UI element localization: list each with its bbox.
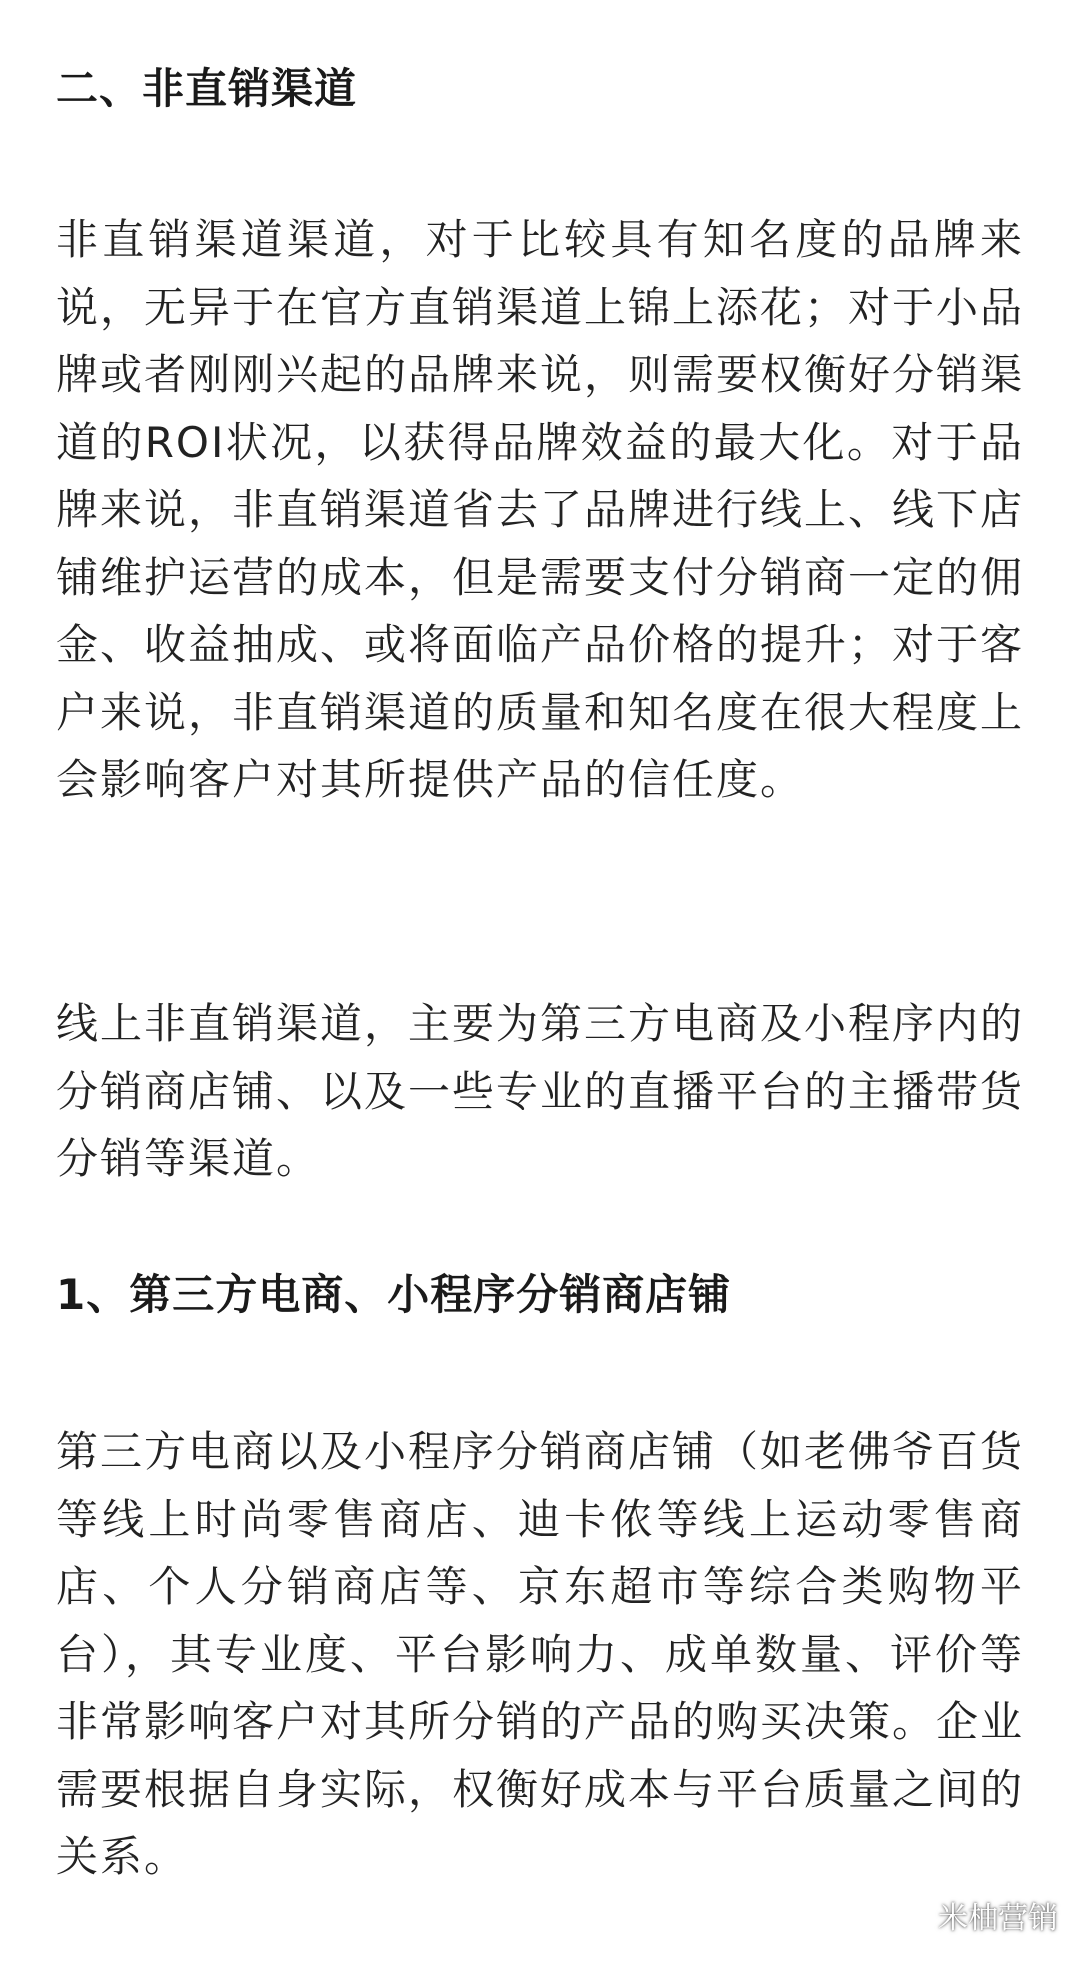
subheading-third-party: 1、第三方电商、小程序分销商店铺 — [56, 1270, 732, 1319]
watermark-text: 米柚营销 — [938, 1901, 1058, 1936]
paragraph-online-channels: 线上非直销渠道，主要为第三方电商及小程序内的分销商店铺、以及一些专业的直播平台的主播带货分销等渠道。 — [56, 999, 1025, 1183]
paragraph-third-party: 第三方电商以及小程序分销商店铺（如老佛爷百货等线上时尚零售商店、迪卡侬等线上运动零售商店、个人分销商店等、京东超市等综合类购物平台），其专业度、平台影响力、成单数量、评价等非常影响客户对其所分销的产品的购买决策。企业需要根据自身实际，权衡好成本与平台质量之间的关系。 — [56, 1427, 1025, 1881]
paragraph-non-direct-channels: 非直销渠道渠道，对于比较具有知名度的品牌来说，无异于在官方直销渠道上锦上添花；对于小品牌或者刚刚兴起的品牌来说，则需要权衡好分销渠道的ROI状况，以获得品牌效益的最大化。对于品牌来说，非直销渠道省去了品牌进行线上、线下店铺维护运营的成本，但是需要支付分销商一定的佣金、收益抽成、或将面临产品价格的提升；对于客户来说，非直销渠道的质量和知名度在很大程度上会影响客户对其所提供产品的信任度。 — [56, 215, 1025, 804]
watermark — [890, 1893, 1058, 1937]
wechat-icon — [890, 1898, 930, 1932]
section-heading: 二、非直销渠道 — [56, 64, 358, 113]
